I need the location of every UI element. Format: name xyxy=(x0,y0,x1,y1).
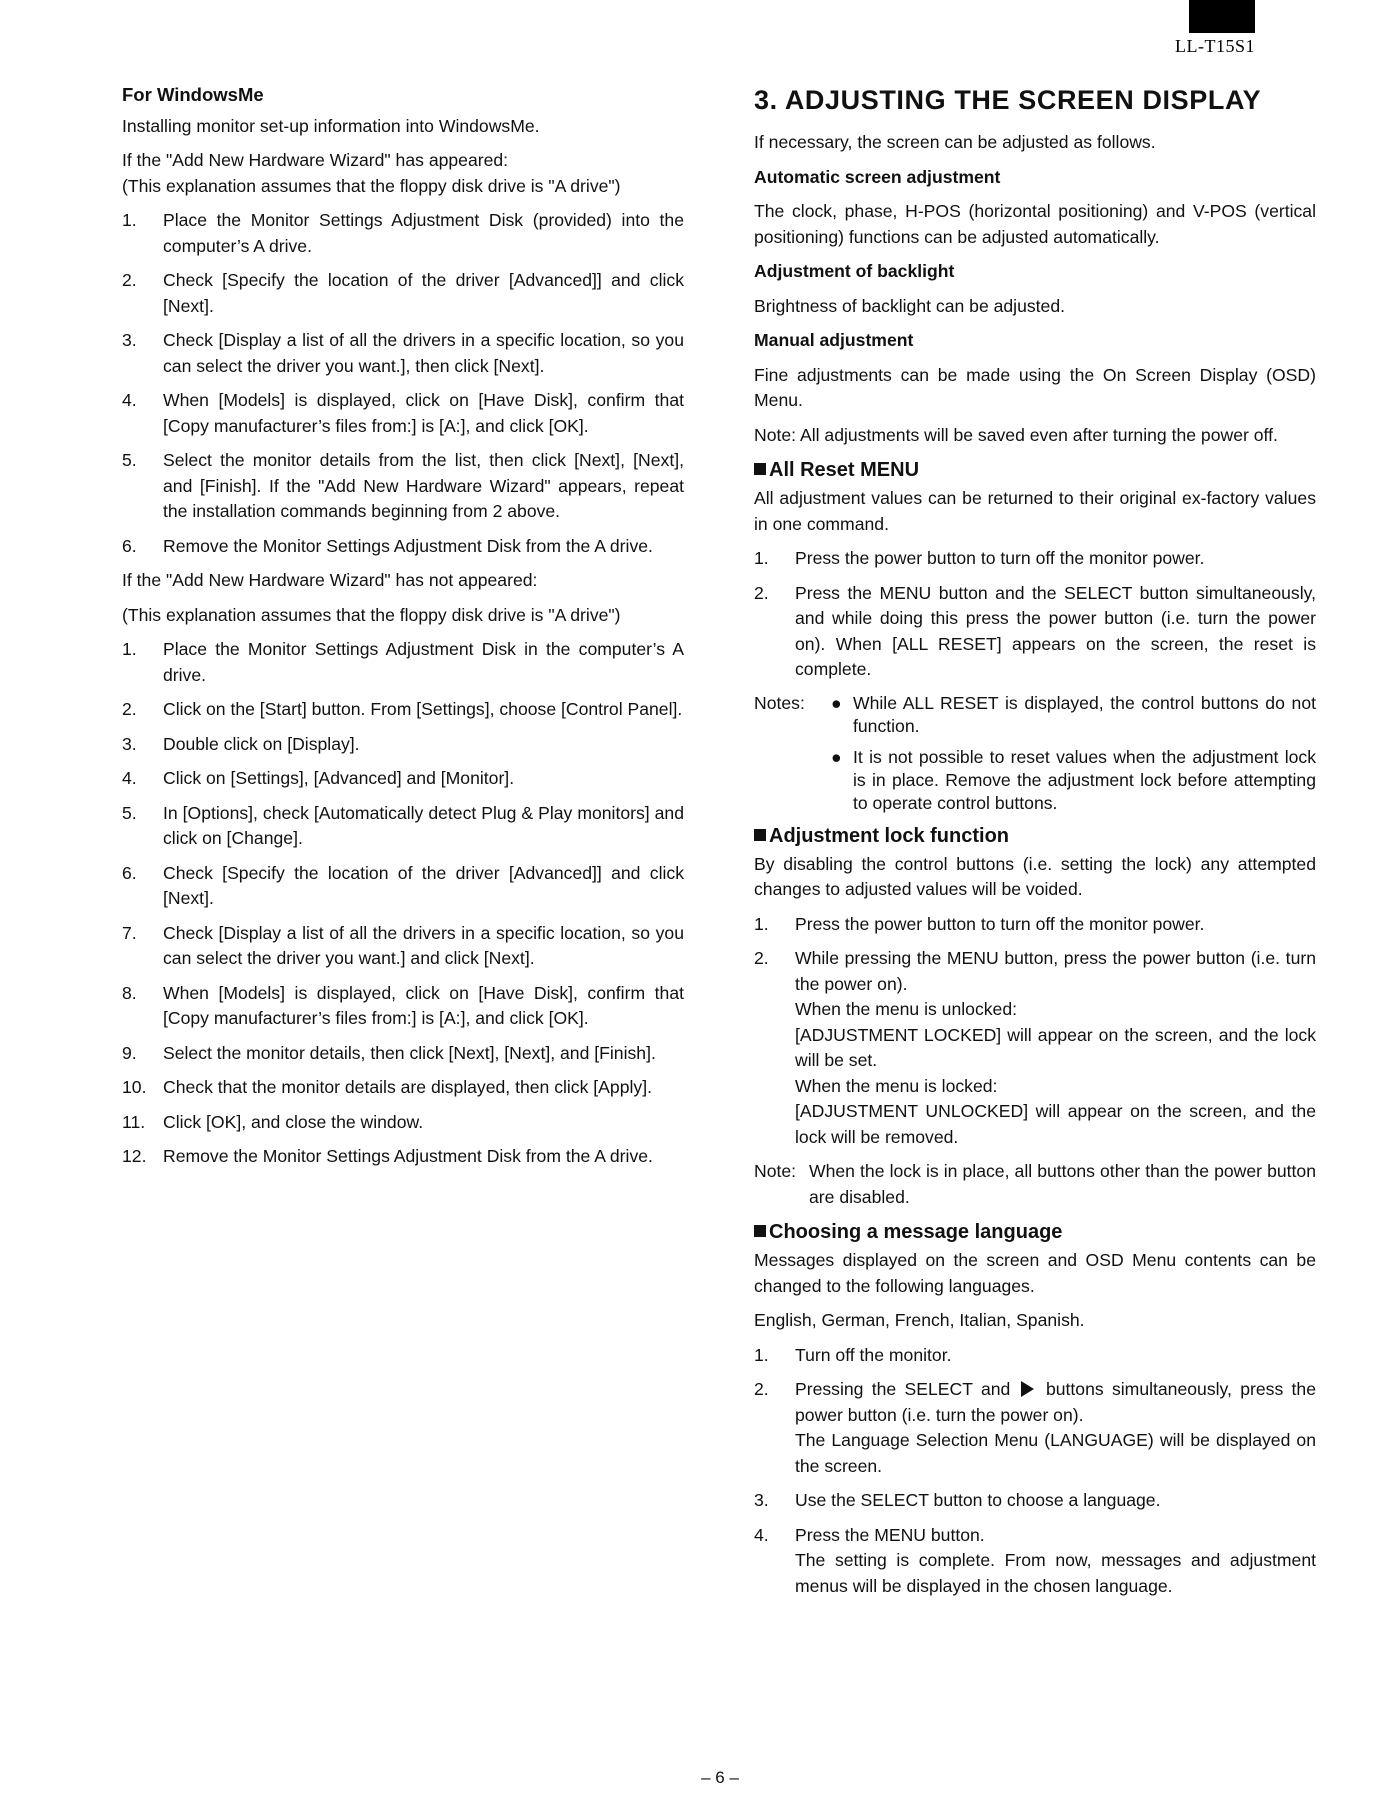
notes-label: Notes: xyxy=(754,692,805,713)
list-item: 2. Press the MENU button and the SELECT button simultaneously, and while doing this press the power button (i.e. turn the power on). When [ALL RESET] appears on the screen, the reset is complete. xyxy=(754,582,1316,679)
section-intro: If necessary, the screen can be adjusted as follows. xyxy=(754,132,1156,152)
list-item: 10. Check that the monitor details are displayed, then click [Apply]. xyxy=(122,1077,652,1097)
windowsme-heading: For WindowsMe xyxy=(122,84,264,105)
backlight-heading: Adjustment of backlight xyxy=(754,261,955,281)
wizard-appeared-text: If the "Add New Hardware Wizard" has appeared: xyxy=(122,150,509,170)
assumption-text-2: (This explanation assumes that the floppy disk drive is "A drive") xyxy=(122,604,621,625)
manual-adjust-text: Fine adjustments can be made using the On Screen Display (OSD) Menu. xyxy=(754,364,1316,410)
language-steps xyxy=(754,1343,1316,1600)
list-item: 2. Check [Specify the location of the driver [Advanced]] and click [Next]. xyxy=(122,270,684,316)
all-reset-heading: All Reset MENU xyxy=(754,457,1316,483)
lock-steps xyxy=(754,912,1316,1151)
list-item: 6. Remove the Monitor Settings Adjustment Disk from the A drive. xyxy=(122,535,653,556)
list-item: 3. Use the SELECT button to choose a language. xyxy=(754,1490,1161,1510)
list-item: 1. Press the power button to turn off the monitor power. xyxy=(754,913,1205,934)
list-item: 4. Press the MENU button. The setting is complete. From now, messages and adjustment menus will be displayed in the chosen language. xyxy=(754,1524,1316,1596)
steps-list-wizard-appeared xyxy=(122,208,684,559)
auto-adjust-heading: Automatic screen adjustment xyxy=(754,166,1001,187)
list-item: 2. While pressing the MENU button, press the power button (i.e. turn the power on). When the menu is unlocked: [ADJUSTMENT LOCKED] will appear on the screen, and the lock will be set. When the menu is locked: [ADJUSTMENT UNLOCKED] will appear on the screen, and the lock will be removed. xyxy=(754,948,1316,1147)
list-item: 8. When [Models] is displayed, click on [Have Disk], confirm that [Copy manufacturer’s files from:] is [A:], and click [OK]. xyxy=(122,982,684,1028)
assumption-text-1: (This explanation assumes that the floppy disk drive is "A drive") xyxy=(122,175,621,196)
list-item: 12. Remove the Monitor Settings Adjustment Disk from the A drive. xyxy=(122,1146,653,1166)
list-item: 2. Click on the [Start] button. From [Settings], choose [Control Panel]. xyxy=(122,699,683,719)
model-number: LL-T15S1 xyxy=(1175,36,1255,56)
list-item: 9. Select the monitor details, then click [Next], [Next], and [Finish]. xyxy=(122,1042,656,1063)
list-item: 1. Press the power button to turn off the monitor power. xyxy=(754,548,1205,568)
language-list: English, German, French, Italian, Spanish. xyxy=(754,1310,1085,1330)
square-bullet-icon xyxy=(754,463,766,475)
list-item: 7. Check [Display a list of all the drivers in a specific location, so you can select the driver you want.] and click [Next]. xyxy=(122,922,684,968)
wizard-not-appeared-text: If the "Add New Hardware Wizard" has not appeared: xyxy=(122,570,538,590)
note-item: ● It is not possible to reset values when the adjustment lock is in place. Remove the adjustment lock before attempting to operate control buttons. xyxy=(831,746,1316,813)
note-item: ● While ALL RESET is displayed, the control buttons do not function. xyxy=(831,692,1316,736)
lock-intro: By disabling the control buttons (i.e. setting the lock) any attempted changes to adjusted values will be voided. xyxy=(754,853,1316,899)
list-item: 1. Place the Monitor Settings Adjustment Disk (provided) into the computer’s A drive. xyxy=(122,210,684,256)
square-bullet-icon xyxy=(754,1225,766,1237)
lock-heading: Adjustment lock function xyxy=(754,823,1316,849)
all-reset-notes xyxy=(754,692,1316,815)
auto-adjust-text: The clock, phase, H-POS (horizontal positioning) and V-POS (vertical positioning) functions can be adjusted automatically. xyxy=(754,201,1316,247)
square-bullet-icon xyxy=(754,829,766,841)
note-saved: Note: All adjustments will be saved even after turning the power off. xyxy=(754,424,1278,445)
header-black-tab xyxy=(1189,0,1255,33)
list-item: 1. Place the Monitor Settings Adjustment Disk in the computer’s A drive. xyxy=(122,639,684,685)
right-arrow-button-icon xyxy=(1021,1381,1034,1397)
list-item: 3. Double click on [Display]. xyxy=(122,733,360,754)
all-reset-steps xyxy=(754,546,1316,683)
list-item: 6. Check [Specify the location of the driver [Advanced]] and click [Next]. xyxy=(122,862,684,908)
list-item: 5. In [Options], check [Automatically detect Plug & Play monitors] and click on [Change]. xyxy=(122,802,684,848)
right-column xyxy=(754,82,1316,1608)
backlight-text: Brightness of backlight can be adjusted. xyxy=(754,295,1066,316)
list-item: 4. Click on [Settings], [Advanced] and [Monitor]. xyxy=(122,768,515,788)
list-item: 11. Click [OK], and close the window. xyxy=(122,1111,424,1132)
list-item: 5. Select the monitor details from the list, then click [Next], [Next], and [Finish]. If the "Add New Hardware Wizard" appears, repeat the installation commands beginning from 2 above. xyxy=(122,450,684,521)
language-heading: Choosing a message language xyxy=(754,1219,1316,1245)
manual-adjust-heading: Manual adjustment xyxy=(754,330,914,350)
list-item: 3. Check [Display a list of all the drivers in a specific location, so you can select the driver you want.], then click [Next]. xyxy=(122,330,684,376)
list-item: 1. Turn off the monitor. xyxy=(754,1344,952,1365)
section-title: 3. ADJUSTING THE SCREEN DISPLAY xyxy=(754,85,1262,115)
language-intro: Messages displayed on the screen and OSD Menu contents can be changed to the following languages. xyxy=(754,1250,1316,1296)
bullet-icon: ● xyxy=(831,746,842,767)
windowsme-intro: Installing monitor set-up information into WindowsMe. xyxy=(122,115,540,136)
left-column xyxy=(122,82,684,1179)
all-reset-intro: All adjustment values can be returned to their original ex-factory values in one command. xyxy=(754,488,1316,534)
bullet-icon: ● xyxy=(831,692,842,713)
lock-note: Note: When the lock is in place, all buttons other than the power button are disabled. xyxy=(754,1161,1316,1207)
steps-list-wizard-not-appeared xyxy=(122,637,684,1170)
list-item: 4. When [Models] is displayed, click on [Have Disk], confirm that [Copy manufacturer’s files from:] is [A:], and click [OK]. xyxy=(122,390,684,436)
page-number: – 6 – xyxy=(701,1768,739,1787)
list-item: 2. Pressing the SELECT and buttons simultaneously, press the power button (i.e. turn the power on). The Language Selection Menu (LANGUAGE) will be displayed on the screen. xyxy=(754,1379,1316,1476)
